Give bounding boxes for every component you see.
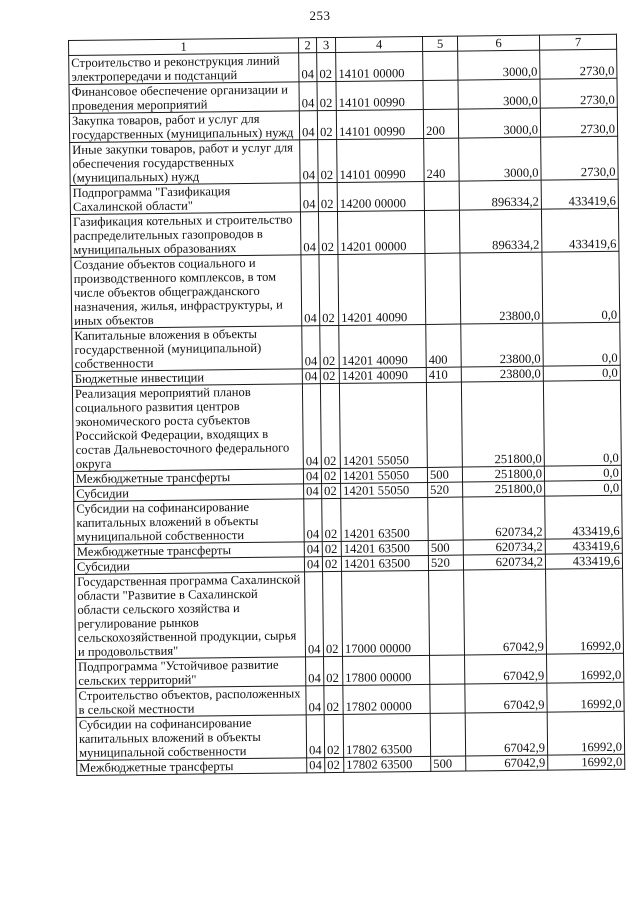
target-article-cell: 14201 40090 [339,367,426,383]
section-code-cell: 04 [306,657,324,686]
target-article-cell: 14201 40090 [339,324,426,368]
amount-col7-cell: 433419,6 [545,495,622,539]
section-code-cell: 04 [302,369,320,384]
amount-col6-cell: 251800,0 [463,481,545,497]
row-name-cell: Субсидии [74,484,304,502]
subsection-code-cell: 02 [319,254,339,325]
section-code-cell: 04 [307,758,325,773]
row-name-cell: Реализация мероприятий планов социального развития центров экономического роста субъектов Российской Федерации, входящих в состав Дальневосточного федерального округа [72,384,303,472]
budget-table [68,34,625,776]
subsection-code-cell: 02 [324,685,343,714]
section-code-cell: 04 [300,212,318,255]
amount-col6-cell: 67042,9 [465,712,547,756]
table-row [71,251,620,328]
section-code-cell: 04 [305,572,324,657]
amount-col6-cell: 620734,2 [463,539,545,555]
expense-type-cell [430,684,465,713]
target-article-cell: 14201 63500 [341,540,428,556]
section-code-cell: 04 [300,140,318,183]
amount-col7-cell: 16992,0 [546,568,624,654]
row-name-cell: Подпрограмма "Устойчивое развитие сельских территорий" [76,657,306,689]
subsection-code-cell: 02 [322,498,341,541]
target-article-cell: 14201 40090 [338,253,426,325]
table-row [75,568,624,659]
section-code-cell: 04 [304,499,322,542]
subsection-code-cell: 02 [318,182,337,211]
amount-col6-cell: 251800,0 [461,381,544,467]
expense-type-cell [430,655,465,684]
row-name-cell: Бюджетные инвестиции [72,369,302,387]
subsection-code-cell: 02 [318,211,337,254]
amount-col6-cell: 23800,0 [460,252,543,324]
amount-col7-cell: 0,0 [545,480,622,496]
row-name-cell: Капитальные вложения в объекты государственной (муниципальной) собственности [72,326,302,372]
row-name-cell: Субсидии на софинансирование капитальных вложений в объекты муниципальной собственности [74,499,304,545]
table-body [69,49,625,775]
section-code-cell: 04 [300,183,318,212]
section-code-cell: 04 [304,557,322,572]
amount-col7-cell: 2730,0 [541,136,618,180]
subsection-code-cell: 02 [321,468,340,483]
subsection-code-cell: 02 [325,757,344,772]
expense-type-cell: 240 [424,138,459,181]
column-header: 6 [457,35,539,51]
amount-col7-cell: 2730,0 [540,49,617,79]
amount-col6-cell: 3000,0 [458,108,540,138]
target-article-cell: 14201 55050 [340,467,427,483]
amount-col7-cell: 0,0 [543,365,620,381]
expense-type-cell [426,382,462,467]
expense-type-cell [424,181,459,210]
expense-type-cell [425,253,461,324]
section-code-cell: 04 [306,686,324,715]
amount-col6-cell: 3000,0 [458,50,540,80]
amount-col7-cell: 16992,0 [548,754,625,770]
target-article-cell: 17802 63500 [343,713,430,757]
column-header: 7 [539,34,616,50]
table-row [72,380,621,471]
expense-type-cell [424,210,459,253]
column-header: 4 [335,36,422,52]
amount-col6-cell: 67042,9 [466,755,548,771]
row-name-cell: Межбюджетные трансферты [73,469,303,487]
row-name-cell: Газификация котельных и строительство распределительных газопроводов в муниципальных образованиях [70,212,300,258]
subsection-code-cell: 02 [323,571,343,656]
subsection-code-cell: 02 [318,139,337,182]
amount-col6-cell: 23800,0 [461,366,543,382]
amount-col7-cell: 433419,6 [545,553,622,569]
expense-type-cell: 200 [423,109,458,138]
target-article-cell: 17800 00000 [343,655,430,685]
target-article-cell: 14101 00990 [337,138,424,182]
amount-col7-cell: 433419,6 [541,179,618,209]
amount-col6-cell: 896334,2 [459,180,541,210]
amount-col6-cell: 23800,0 [461,323,543,367]
amount-col6-cell: 251800,0 [462,466,544,482]
amount-col6-cell: 3000,0 [459,137,541,181]
section-code-cell: 04 [304,542,322,557]
amount-col6-cell: 896334,2 [459,209,541,253]
row-name-cell: Строительство и реконструкция линий электропередачи и подстанций [69,53,299,85]
table-row [70,208,618,257]
table-row [72,322,620,371]
target-article-cell: 17802 63500 [344,756,431,772]
subsection-code-cell: 02 [317,81,336,110]
expense-type-cell: 500 [428,540,463,555]
row-name-cell: Субсидии [74,557,304,575]
row-name-cell: Строительство объектов, расположенных в сельской местности [76,686,306,718]
subsection-code-cell: 02 [320,325,339,368]
amount-col6-cell: 67042,9 [464,569,547,655]
expense-type-cell [428,497,463,540]
subsection-code-cell: 02 [324,714,343,757]
target-article-cell: 14200 00000 [337,181,424,211]
expense-type-cell [430,713,465,756]
row-name-cell: Подпрограмма "Газификация Сахалинской области" [70,183,300,215]
expense-type-cell: 410 [426,367,461,382]
amount-col7-cell: 0,0 [543,380,621,466]
target-article-cell: 14101 00000 [336,51,423,81]
section-code-cell: 04 [299,53,317,82]
amount-col7-cell: 16992,0 [547,682,624,712]
target-article-cell: 14201 63500 [341,555,428,571]
page-number: 253 [309,8,331,23]
amount-col6-cell: 67042,9 [465,654,547,684]
amount-col7-cell: 0,0 [542,251,620,323]
amount-col6-cell: 620734,2 [463,496,545,540]
expense-type-cell: 500 [431,756,466,771]
target-article-cell: 14201 00000 [337,210,424,254]
section-code-cell: 04 [299,82,317,111]
row-name-cell: Создание объектов социального и производственного комплексов, в том числе объектов общегражданского назначения, жилья, инфраструктуры, и иных объектов [71,255,302,329]
target-article-cell: 17802 00000 [343,684,430,714]
section-code-cell: 04 [306,715,324,758]
section-code-cell: 04 [302,326,320,369]
subsection-code-cell: 02 [322,483,341,498]
target-article-cell: 14101 00990 [336,109,423,139]
subsection-code-cell: 02 [317,110,336,139]
section-code-cell: 04 [304,484,322,499]
subsection-code-cell: 02 [320,368,339,383]
table-row [76,711,624,760]
target-article-cell: 14201 55050 [339,382,427,468]
table-row [70,136,618,185]
amount-col7-cell: 433419,6 [545,538,622,554]
row-name-cell: Межбюджетные трансферты [74,542,304,560]
row-name-cell: Финансовое обеспечение организации и проведения мероприятий [69,82,299,114]
row-name-cell: Закупка товаров, работ и услуг для государственных (муниципальных) нужд [69,111,299,143]
row-name-cell: Иные закупки товаров, работ и услуг для обеспечения государственных (муниципальных) нужд [70,140,300,186]
section-code-cell: 04 [302,384,321,469]
expense-type-cell: 520 [428,555,463,570]
row-name-cell: Государственная программа Сахалинской области "Развитие в Сахалинской области сельского хозяйства и регулирование рынков сельскохозяйственной продукции, сырья и продовольствия" [75,572,306,660]
target-article-cell: 17000 00000 [342,570,430,656]
amount-col7-cell: 2730,0 [540,107,617,137]
target-article-cell: 14201 63500 [341,497,428,541]
amount-col7-cell: 16992,0 [546,653,623,683]
amount-col7-cell: 16992,0 [547,711,624,755]
section-code-cell: 04 [303,469,321,484]
amount-col6-cell: 620734,2 [463,554,545,570]
column-header: 1 [69,38,299,56]
section-code-cell: 04 [301,255,320,326]
subsection-code-cell: 02 [322,541,341,556]
amount-col7-cell: 2730,0 [540,78,617,108]
amount-col6-cell: 67042,9 [465,683,547,713]
subsection-code-cell: 02 [317,52,336,81]
expense-type-cell: 520 [428,482,463,497]
expense-type-cell: 500 [427,467,462,482]
section-code-cell: 04 [299,111,317,140]
target-article-cell: 14201 55050 [341,482,428,498]
amount-col7-cell: 433419,6 [541,208,618,252]
expense-type-cell [429,570,465,655]
expense-type-cell [423,80,458,109]
subsection-code-cell: 02 [320,383,340,468]
amount-col7-cell: 0,0 [543,322,620,366]
amount-col6-cell: 3000,0 [458,79,540,109]
table-row [74,495,622,544]
column-header: 2 [298,38,316,53]
row-name-cell: Субсидии на софинансирование капитальных вложений в объекты муниципальной собственности [76,715,306,761]
column-header: 3 [316,37,335,52]
subsection-code-cell: 02 [322,556,341,571]
column-header: 5 [422,36,457,51]
subsection-code-cell: 02 [324,656,343,685]
amount-col7-cell: 0,0 [544,465,621,481]
target-article-cell: 14101 00990 [336,80,423,110]
expense-type-cell [423,51,458,80]
row-name-cell: Межбюджетные трансферты [77,758,307,776]
expense-type-cell: 400 [426,324,461,367]
